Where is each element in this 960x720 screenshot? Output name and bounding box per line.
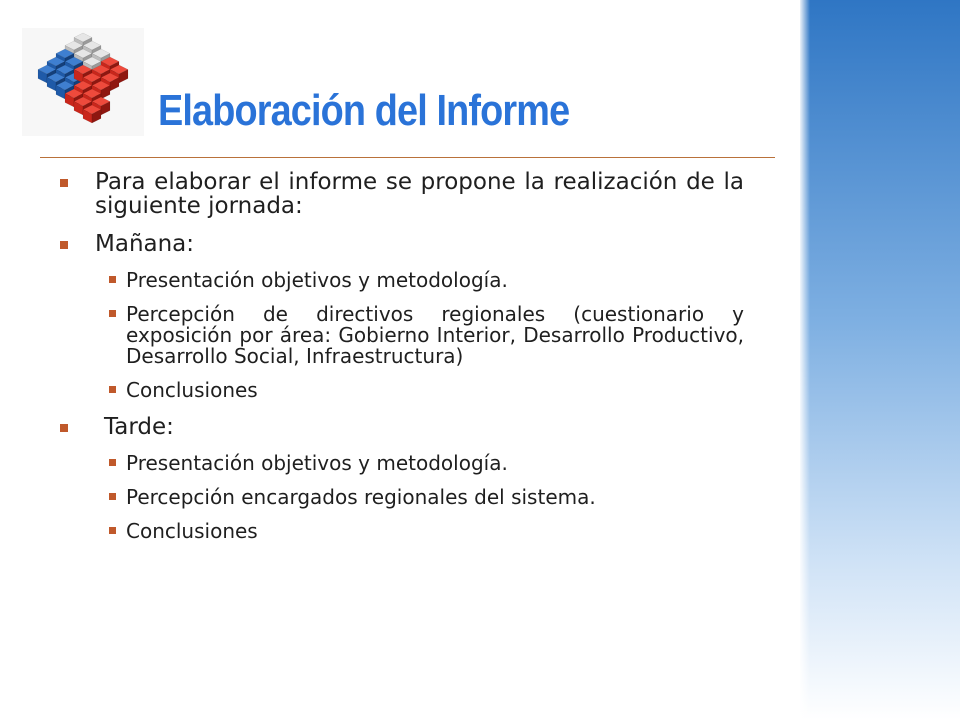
title-divider: [40, 157, 775, 158]
sub-list-item-text: Percepción de directivos regionales (cuestionario y exposición por área: Gobierno Interior, Desarrollo Productivo, Desarrollo Social, Infraestructura): [126, 302, 744, 368]
square-bullet-icon: [60, 179, 68, 187]
sub-list-item: [99, 270, 744, 291]
sub-list-item: [99, 380, 744, 401]
square-bullet-icon: [60, 424, 68, 432]
bullet-list: [58, 170, 744, 542]
sub-list-item-text: Percepción encargados regionales del sistema.: [126, 485, 596, 509]
sub-list-item: [99, 521, 744, 542]
square-bullet-icon: [109, 527, 116, 534]
square-bullet-icon: [60, 241, 68, 249]
page-title: Elaboración del Informe: [158, 86, 570, 135]
side-gradient-band: [800, 0, 960, 720]
list-item: [58, 170, 744, 218]
list-item: [58, 415, 744, 542]
sub-bullet-list: [58, 270, 744, 401]
sub-bullet-list: [58, 453, 744, 542]
sub-list-item: [99, 304, 744, 367]
list-item-text: Para elaborar el informe se propone la realización de la siguiente jornada:: [95, 169, 744, 219]
square-bullet-icon: [109, 310, 116, 317]
slide-body: [58, 170, 744, 556]
sub-list-item: [99, 487, 744, 508]
sub-list-item-text: Conclusiones: [126, 378, 258, 402]
list-item-text: Mañana:: [95, 231, 195, 257]
sub-list-item: [99, 453, 744, 474]
sub-list-item-text: Presentación objetivos y metodología.: [126, 268, 508, 292]
list-item: [58, 232, 744, 401]
square-bullet-icon: [109, 493, 116, 500]
government-diamond-logo-icon: [22, 28, 144, 136]
square-bullet-icon: [109, 276, 116, 283]
sub-list-item-text: Presentación objetivos y metodología.: [126, 451, 508, 475]
list-item-text: Tarde:: [104, 414, 174, 440]
square-bullet-icon: [109, 386, 116, 393]
sub-list-item-text: Conclusiones: [126, 519, 258, 543]
square-bullet-icon: [109, 459, 116, 466]
